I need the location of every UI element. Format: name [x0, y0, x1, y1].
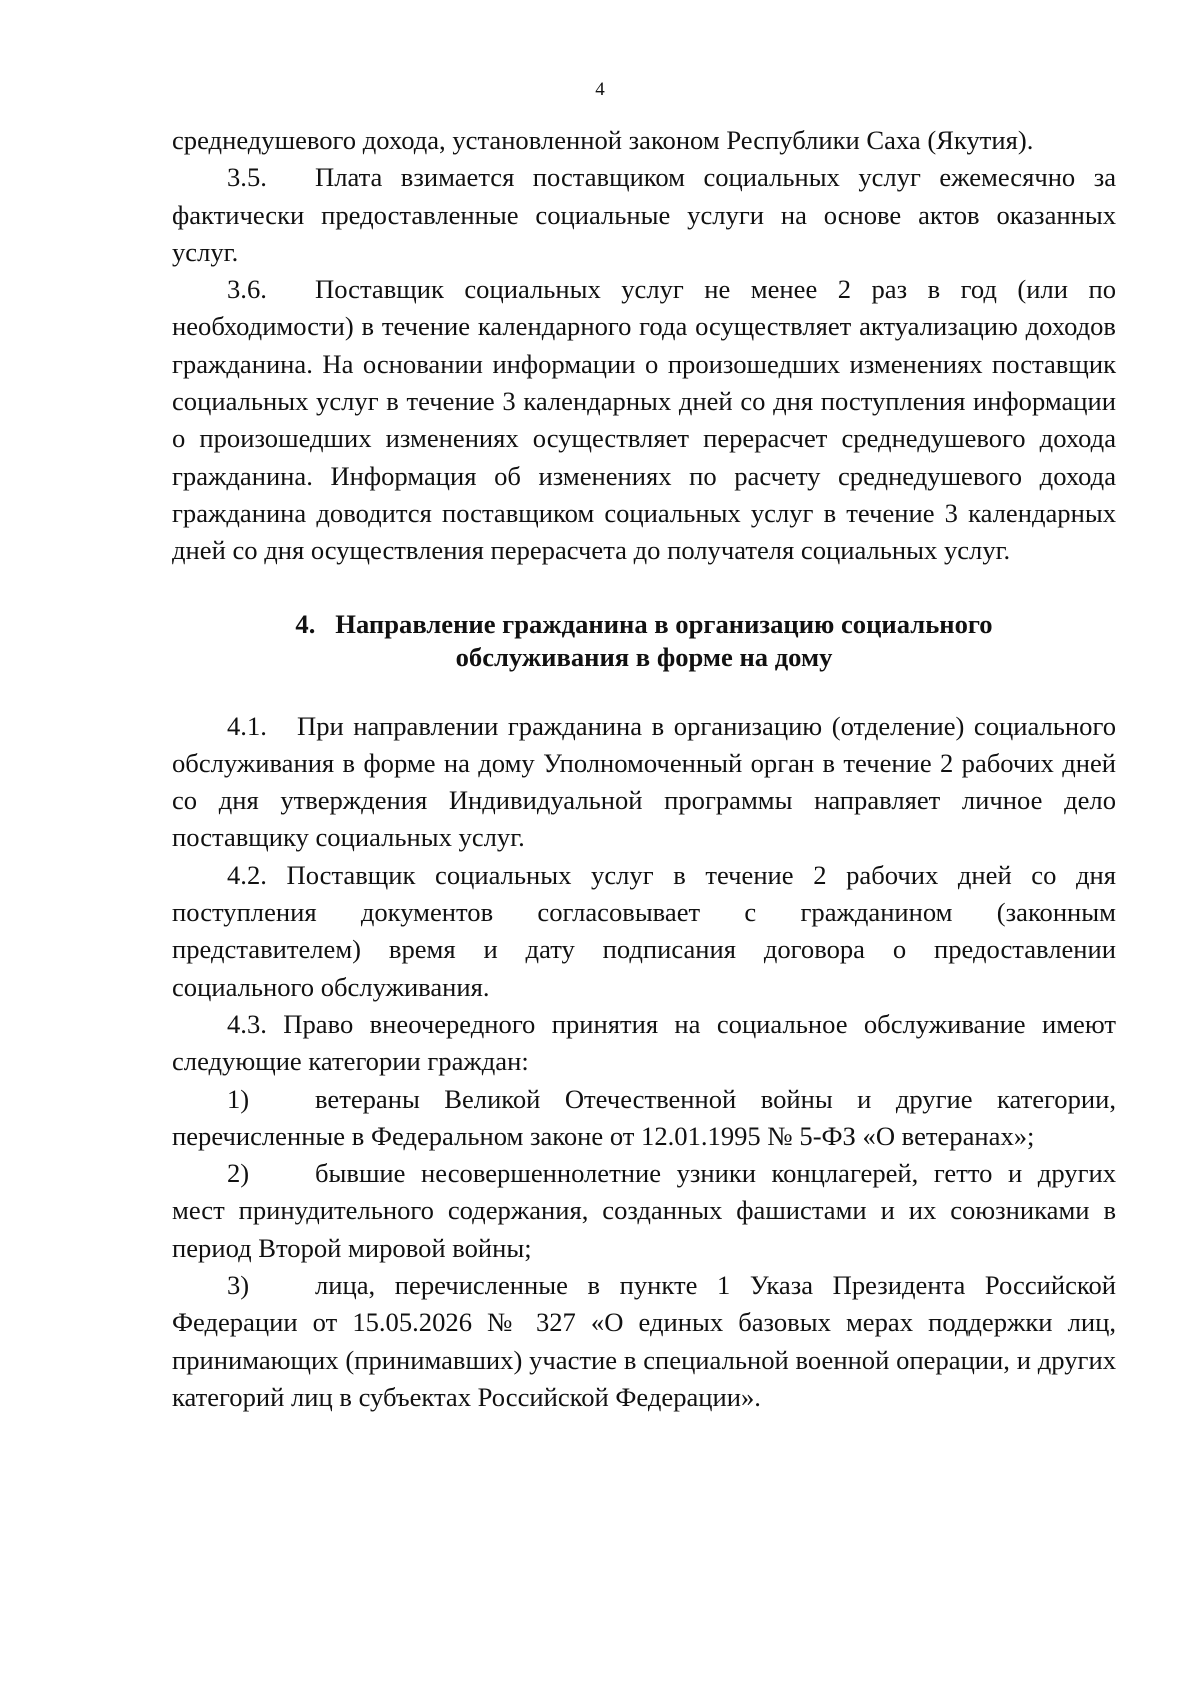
list-item-number: 1)	[227, 1083, 250, 1114]
paragraph-4-1	[172, 708, 1116, 857]
list-item-text: ветераны Великой Отечественной войны и другие категории, перечисленные в Федеральном законе от 12.01.1995 № 5-ФЗ «О ветеранах»;	[172, 1083, 1116, 1151]
paragraph-text: При направлении гражданина в организацию (отделение) социального обслуживания в форме на дому Уполномоченный орган в течение 2 рабочих дней со дня утверждения Индивидуальной программы направляет личное дело поставщику социальных услуг.	[172, 710, 1116, 853]
list-item-text: лица, перечисленные в пункте 1 Указа Президента Российской Федерации от 15.05.2026 № 327 «О единых базовых мерах поддержки лиц, принимающих (принимавших) участие в специальной военной операции, и других категорий лиц в субъектах Российской Федерации».	[172, 1270, 1116, 1412]
paragraph-text: Плата взимается поставщиком социальных услуг ежемесячно за фактически предоставленные социальные услуги на основе актов оказанных услуг.	[172, 162, 1116, 267]
section-heading-line-1: 4. Направление гражданина в организацию социального	[295, 608, 993, 639]
paragraph-number: 3.6.	[227, 274, 267, 305]
paragraph-number: 3.5.	[227, 162, 267, 193]
page-number: 4	[595, 79, 605, 100]
paragraph-number: 4.1.	[227, 710, 267, 741]
paragraph-3-6	[172, 271, 1116, 569]
paragraph-4-2: 4.2. Поставщик социальных услуг в течение 2 рабочих дней со дня поступления документов согласовывает с гражданином (законным представителем) время и дату подписания договора о предоставлении социального обслуживания.	[172, 859, 1116, 1002]
list-item-1	[172, 1081, 1116, 1156]
paragraph-continuation: среднедушевого дохода, установленной законом Республики Саха (Якутия).	[172, 125, 1034, 155]
list-item-2	[172, 1155, 1116, 1267]
list-item-number: 3)	[227, 1270, 250, 1301]
paragraph-3-5	[172, 159, 1116, 271]
document-body	[172, 122, 1116, 1416]
paragraph-text: Поставщик социальных услуг не менее 2 раз в год (или по необходимости) в течение календарного года осуществляет актуализацию доходов гражданина. На основании информации о произошедших изменениях поставщик социальных услуг в течение 3 календарных дней со дня поступления информации о произошедших изменениях осуществляет перерасчет среднедушевого дохода гражданина. Информация об изменениях по расчету среднедушевого дохода гражданина доводится поставщиком социальных услуг в течение 3 календарных дней со дня осуществления перерасчета до получателя социальных услуг.	[172, 274, 1116, 566]
section-heading	[172, 608, 1116, 674]
list-item-3	[172, 1267, 1116, 1416]
paragraph-4-3: 4.3. Право внеочередного принятия на социальное обслуживание имеют следующие категории граждан:	[172, 1008, 1116, 1077]
section-heading-line-2: обслуживания в форме на дому	[455, 641, 833, 672]
list-item-number: 2)	[227, 1158, 250, 1189]
list-item-text: бывшие несовершеннолетние узники концлагерей, гетто и других мест принудительного содержания, созданных фашистами и их союзниками в период Второй мировой войны;	[172, 1158, 1116, 1263]
